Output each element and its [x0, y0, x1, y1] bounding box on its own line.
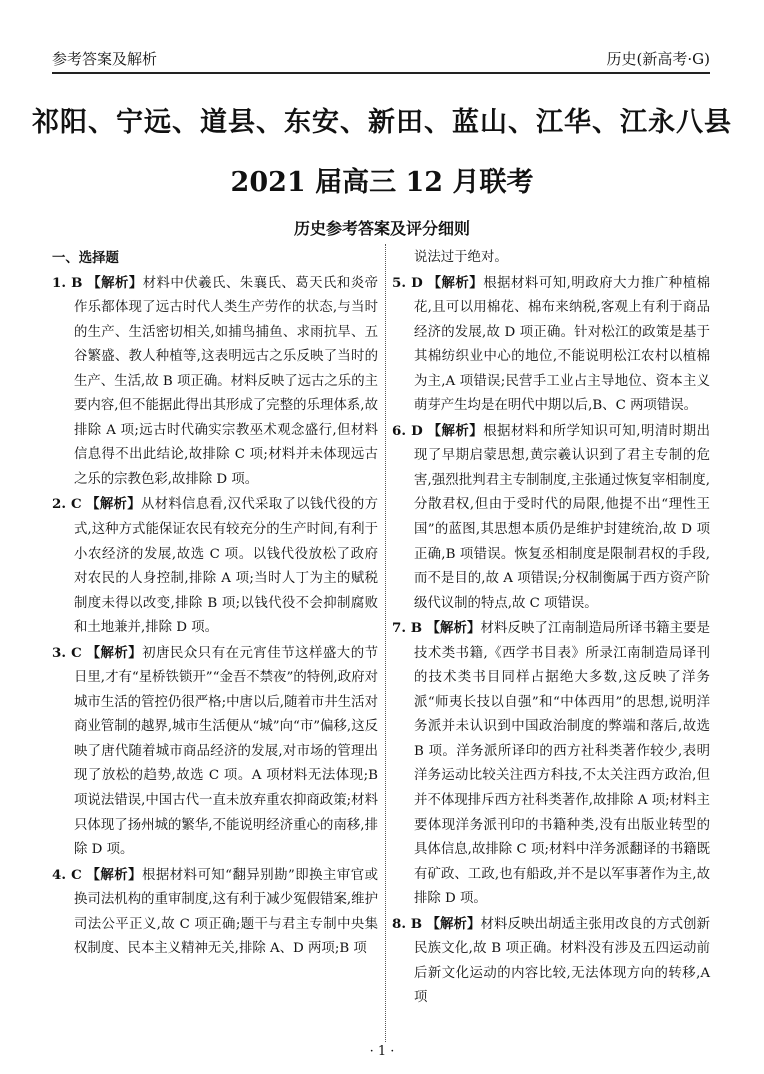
- answer-number: 7. B: [392, 620, 423, 637]
- answer-text: 根据材料和所学知识可知,明清时期出现了早期启蒙思想,黄宗羲认识到了君主专制的危害,强烈批判君主专制制度,主张通过恢复宰相制度,分散君权,但由于受时代的局限,他提不出“理性王国”的蓝图,其思想本质仍是维护封建统治,故 D 项正确,B 项错误。恢复丞相制度是限制君权的手段,而不是目的,故 A 项错误;分权制衡属于西方资产阶级代议制的特点,故 C 项错误。: [414, 423, 710, 611]
- analysis-tag: 【解析】: [426, 915, 481, 932]
- left-column: [52, 246, 378, 962]
- continuation-text: 说法过于绝对。: [414, 250, 508, 265]
- analysis-tag: 【解析】: [86, 496, 141, 513]
- right-column: [392, 246, 710, 1011]
- page-title: 祁阳、宁远、道县、东安、新田、蓝山、江华、江永八县: [32, 107, 732, 138]
- answer-text: 初唐民众只有在元宵佳节这样盛大的节日里,才有“星桥铁锁开”“金吾不禁夜”的特例,政府对城市生活的管控仍很严格;中唐以后,随着市井生活对商业管制的越界,城市生活便从“城”向“市”偏移,这反映了唐代随着城市商品经济的发展,对市场的管理出现了放松的趋势,故选 C 项。A 项材料无法体现;B 项说法错误,中国古代一直未放弃重农抑商政策;材料只体现了扬州城的繁华,不能说明经济重心的南移,排除 D 项。: [74, 645, 379, 858]
- answer-text: 根据材料可知,明政府大力推广种植棉花,且可以用棉花、棉布来纳税,客观上有利于商品经济的发展,故 D 项正确。针对松江的政策是基于其棉纺织业中心的地位,不能说明松江农村以植棉为主,A 项错误;民营手工业占主导地位、资本主义萌芽产生均是在明代中期以后,B、C 两项错误。: [414, 275, 710, 414]
- answer-item-1: [52, 271, 378, 493]
- answer-item-8: [392, 912, 710, 1011]
- answer-item-5: [392, 271, 710, 419]
- analysis-tag: 【解析】: [86, 644, 143, 661]
- analysis-tag: 【解析】: [427, 274, 484, 291]
- answer-number: 2. C: [52, 496, 82, 513]
- page-number: · 1 ·: [369, 1044, 395, 1059]
- answer-item-2: [52, 492, 378, 640]
- answer-number: 5. D: [392, 274, 423, 291]
- analysis-tag: 【解析】: [427, 422, 484, 439]
- answer-item-4: [52, 863, 378, 962]
- section-title: 历史参考答案及评分细则: [293, 219, 470, 238]
- analysis-tag: 【解析】: [86, 866, 142, 883]
- answer-text: 从材料信息看,汉代采取了以钱代役的方式,这种方式能保证农民有较充分的生产时间,有利于小农经济的发展,故选 C 项。以钱代役放松了政府对农民的人身控制,排除 A 项;当时人丁为主的赋税制度未得以改变,排除 B 项;以钱代役不会抑制腐败和土地兼并,排除 D 项。: [74, 497, 378, 636]
- page-subtitle: 2021 届高三 12 月联考: [230, 167, 534, 198]
- answer-item-6: [392, 419, 710, 616]
- analysis-tag: 【解析】: [426, 620, 481, 637]
- answer-number: 6. D: [392, 422, 423, 439]
- section-heading: 一、选择题: [52, 250, 119, 266]
- answer-text: 材料反映出胡适主张用改良的方式创新民族文化,故 B 项正确。材料没有涉及五四运动前后新文化运动的内容比较,无法体现方向的转移,A 项: [414, 916, 710, 1006]
- answer-number: 8. B: [392, 915, 423, 932]
- header-rule: [52, 72, 710, 74]
- header-left: 参考答案及解析: [52, 50, 158, 68]
- answer-number: 3. C: [52, 644, 82, 661]
- answer-item-7: [392, 616, 710, 912]
- answer-item-3: [52, 641, 378, 863]
- header-right: 历史(新高考·G): [606, 50, 710, 68]
- answer-number: 1. B: [52, 274, 83, 291]
- answer-number: 4. C: [52, 866, 82, 883]
- answer-text: 材料反映了江南制造局所译书籍主要是技术类书籍,《西学书目表》所录江南制造局译刊的技术类书目同样占据绝大多数,这反映了洋务派“师夷长技以自强”和“中体西用”的思想,说明洋务派并未认识到中国政治制度的弊端和落后,故选 B 项。洋务派所译印的西方社科类著作较少,表明洋务运动比较关注西方科技,不太关注西方政治,但并不体现排斥西方社科类著作,故排除 A 项;材料主要体现洋务派刊印的书籍种类,没有出版业转型的具体信息,故排除 C 项;材料中洋务派翻译的书籍既有矿政、工政,也有船政,并不是以军事著作为主,故排除 D 项。: [414, 621, 710, 907]
- answer-text: 根据材料可知“翻异别勘”即换主审官或换司法机构的重审制度,这有利于减少冤假错案,维护司法公平正义,故 C 项正确;题干与君主专制中央集权制度、民本主义精神无关,排除 A、D 两项;B 项: [74, 867, 378, 957]
- analysis-tag: 【解析】: [87, 274, 143, 291]
- column-divider: [385, 244, 386, 1042]
- answer-text: 材料中伏羲氏、朱襄氏、葛天氏和炎帝作乐都体现了远古时代人类生产劳作的状态,与当时的生产、生活密切相关,如捕鸟捕鱼、求雨抗旱、五谷繁盛、教人种植等,这表明远古之乐反映了当时的生产、生活,故 B 项正确。材料反映了远古之乐的主要内容,但不能据此得出其形成了完整的乐理体系,故排除 A 项;远古时代确实宗教巫术观念盛行,但材料信息得不出此结论,故排除 C 项;材料并未体现远古之乐的宗教色彩,故排除 D 项。: [74, 275, 379, 487]
